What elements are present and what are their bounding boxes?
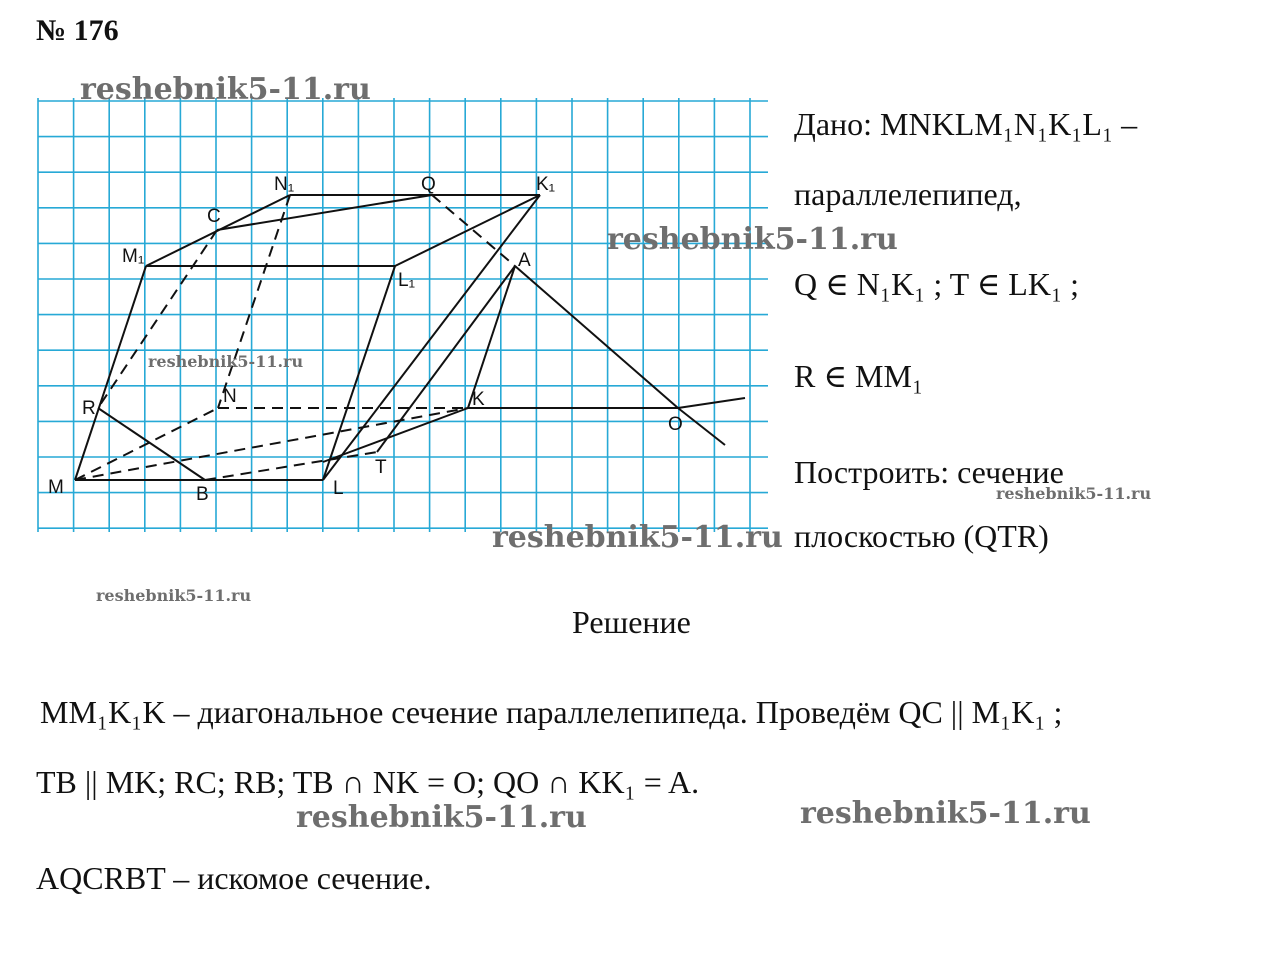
given-line-4: R ∈ MM₁: [794, 358, 924, 394]
label-n1: N₁: [274, 174, 295, 195]
watermark: reshebnik5-11.ru: [996, 484, 1152, 503]
given-line-6: плоскостью (QTR): [794, 518, 1049, 554]
watermark: reshebnik5-11.ru: [800, 796, 1091, 831]
problem-number: № 176: [36, 14, 119, 47]
label-m1: M₁: [122, 246, 145, 267]
watermark: reshebnik5-11.ru: [607, 222, 898, 257]
given-line-1: Дано: MNKLM₁N₁K₁L₁ –: [794, 106, 1138, 142]
given-line-3: Q ∈ N₁K₁ ; T ∈ LK₁ ;: [794, 266, 1079, 302]
watermark: reshebnik5-11.ru: [296, 800, 587, 835]
label-k1: K₁: [536, 174, 556, 195]
solution-line-3: AQCRBT – искомое сечение.: [36, 860, 432, 896]
label-a: A: [518, 250, 531, 271]
label-b: B: [196, 484, 209, 505]
label-m: M: [48, 477, 64, 498]
label-q: Q: [421, 174, 436, 195]
label-l1: L₁: [398, 270, 415, 291]
solution-line-1: MM₁K₁K – диагональное сечение параллелепипеда. Проведём QC || M₁K₁ ;: [40, 694, 1063, 730]
label-r: R: [82, 398, 96, 419]
label-l: L: [333, 478, 344, 499]
label-t: T: [375, 457, 387, 478]
given-line-2: параллелепипед,: [794, 176, 1022, 212]
given-line-5: Построить: сечение: [794, 454, 1064, 490]
watermark: reshebnik5-11.ru: [80, 72, 371, 107]
watermark: reshebnik5-11.ru: [96, 586, 252, 605]
label-c: C: [207, 206, 221, 227]
watermark: reshebnik5-11.ru: [492, 520, 783, 555]
label-n: N: [223, 386, 237, 407]
solution-heading: Решение: [572, 604, 691, 640]
label-k: K: [472, 389, 485, 410]
solution-line-2: TB || MK; RC; RB; TB ∩ NK = O; QO ∩ KK₁ = A.: [36, 764, 700, 800]
label-o: O: [668, 414, 683, 435]
watermark: reshebnik5-11.ru: [148, 352, 304, 371]
